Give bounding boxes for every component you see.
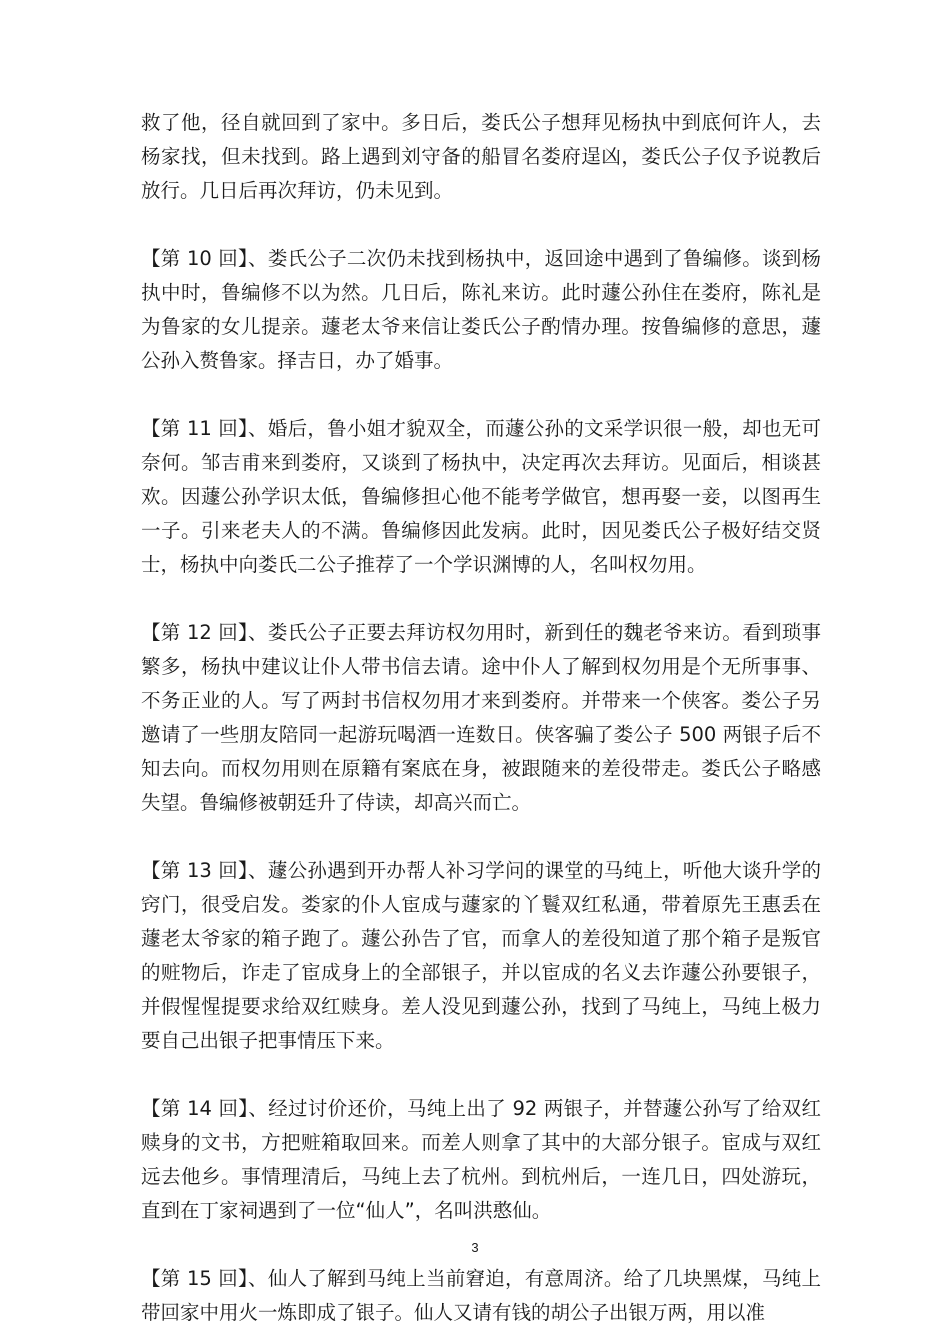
paragraph-chapter-13: 【第 13 回】、蘧公孙遇到开办帮人补习学问的课堂的马纯上，听他大谈升学的窍门，很受启发。娄家的仆人宦成与蘧家的丫鬟双红私通，带着原先王惠丢在蘧老太爷家的箱子跑了。蘧公孙告了官，而拿人的差役知道了那个箱子是叛官的赃物后，诈走了宦成身上的全部银子，并以宦成的名义去诈蘧公孙要银子，并假惺惺提要求给双红赎身。差人没见到蘧公孙，找到了马纯上，马纯上极力要自己出银子把事情压下来。 xyxy=(141,859,821,1052)
paragraph-chapter-15: 【第 15 回】、仙人了解到马纯上当前窘迫，有意周济。给了几块黑煤，马纯上带回家中用火一炼即成了银子。仙人又请有钱的胡公子出银万两，用以准 xyxy=(141,1267,821,1324)
paragraph-chapter-14: 【第 14 回】、经过讨价还价，马纯上出了 92 两银子，并替蘧公孙写了给双红赎身的文书，方把赃箱取回来。而差人则拿了其中的大部分银子。宦成与双红远去他乡。事情理清后，马纯上去了杭州。到杭州后，一连几日，四处游玩，直到在丁家祠遇到了一位“仙人”，名叫洪憨仙。 xyxy=(141,1097,821,1222)
paragraph-chapter-10: 【第 10 回】、娄氏公子二次仍未找到杨执中，返回途中遇到了鲁编修。谈到杨执中时，鲁编修不以为然。几日后，陈礼来访。此时蘧公孙住在娄府，陈礼是为鲁家的女儿提亲。蘧老太爷来信让娄氏公子酌情办理。按鲁编修的意思，蘧公孙入赘鲁家。择吉日，办了婚事。 xyxy=(141,247,821,372)
document-body xyxy=(141,106,821,1330)
paragraph-chapter-12: 【第 12 回】、娄氏公子正要去拜访权勿用时，新到任的魏老爷来访。看到琐事繁多，杨执中建议让仆人带书信去请。途中仆人了解到权勿用是个无所事事、不务正业的人。写了两封书信权勿用才来到娄府。并带来一个侠客。娄公子另邀请了一些朋友陪同一起游玩喝酒一连数日。侠客骗了娄公子 500 两银子后不知去向。而权勿用则在原籍有案底在身，被跟随来的差役带走。娄氏公子略感失望。鲁编修被朝廷升了侍读，却高兴而亡。 xyxy=(141,621,821,814)
paragraph-continuation: 救了他，径自就回到了家中。多日后，娄氏公子想拜见杨执中到底何许人，去杨家找，但未找到。路上遇到刘守备的船冒名娄府逞凶，娄氏公子仅予说教后放行。几日后再次拜访，仍未见到。 xyxy=(141,111,821,202)
paragraph-chapter-11: 【第 11 回】、婚后，鲁小姐才貌双全，而蘧公孙的文采学识很一般，却也无可奈何。邹吉甫来到娄府，又谈到了杨执中，决定再次去拜访。见面后，相谈甚欢。因蘧公孙学识太低，鲁编修担心他不能考学做官，想再娶一妾，以图再生一子。引来老夫人的不满。鲁编修因此发病。此时，因见娄氏公子极好结交贤士，杨执中向娄氏二公子推荐了一个学识渊博的人，名叫权勿用。 xyxy=(141,417,821,576)
page-number: 3 xyxy=(471,1240,479,1255)
